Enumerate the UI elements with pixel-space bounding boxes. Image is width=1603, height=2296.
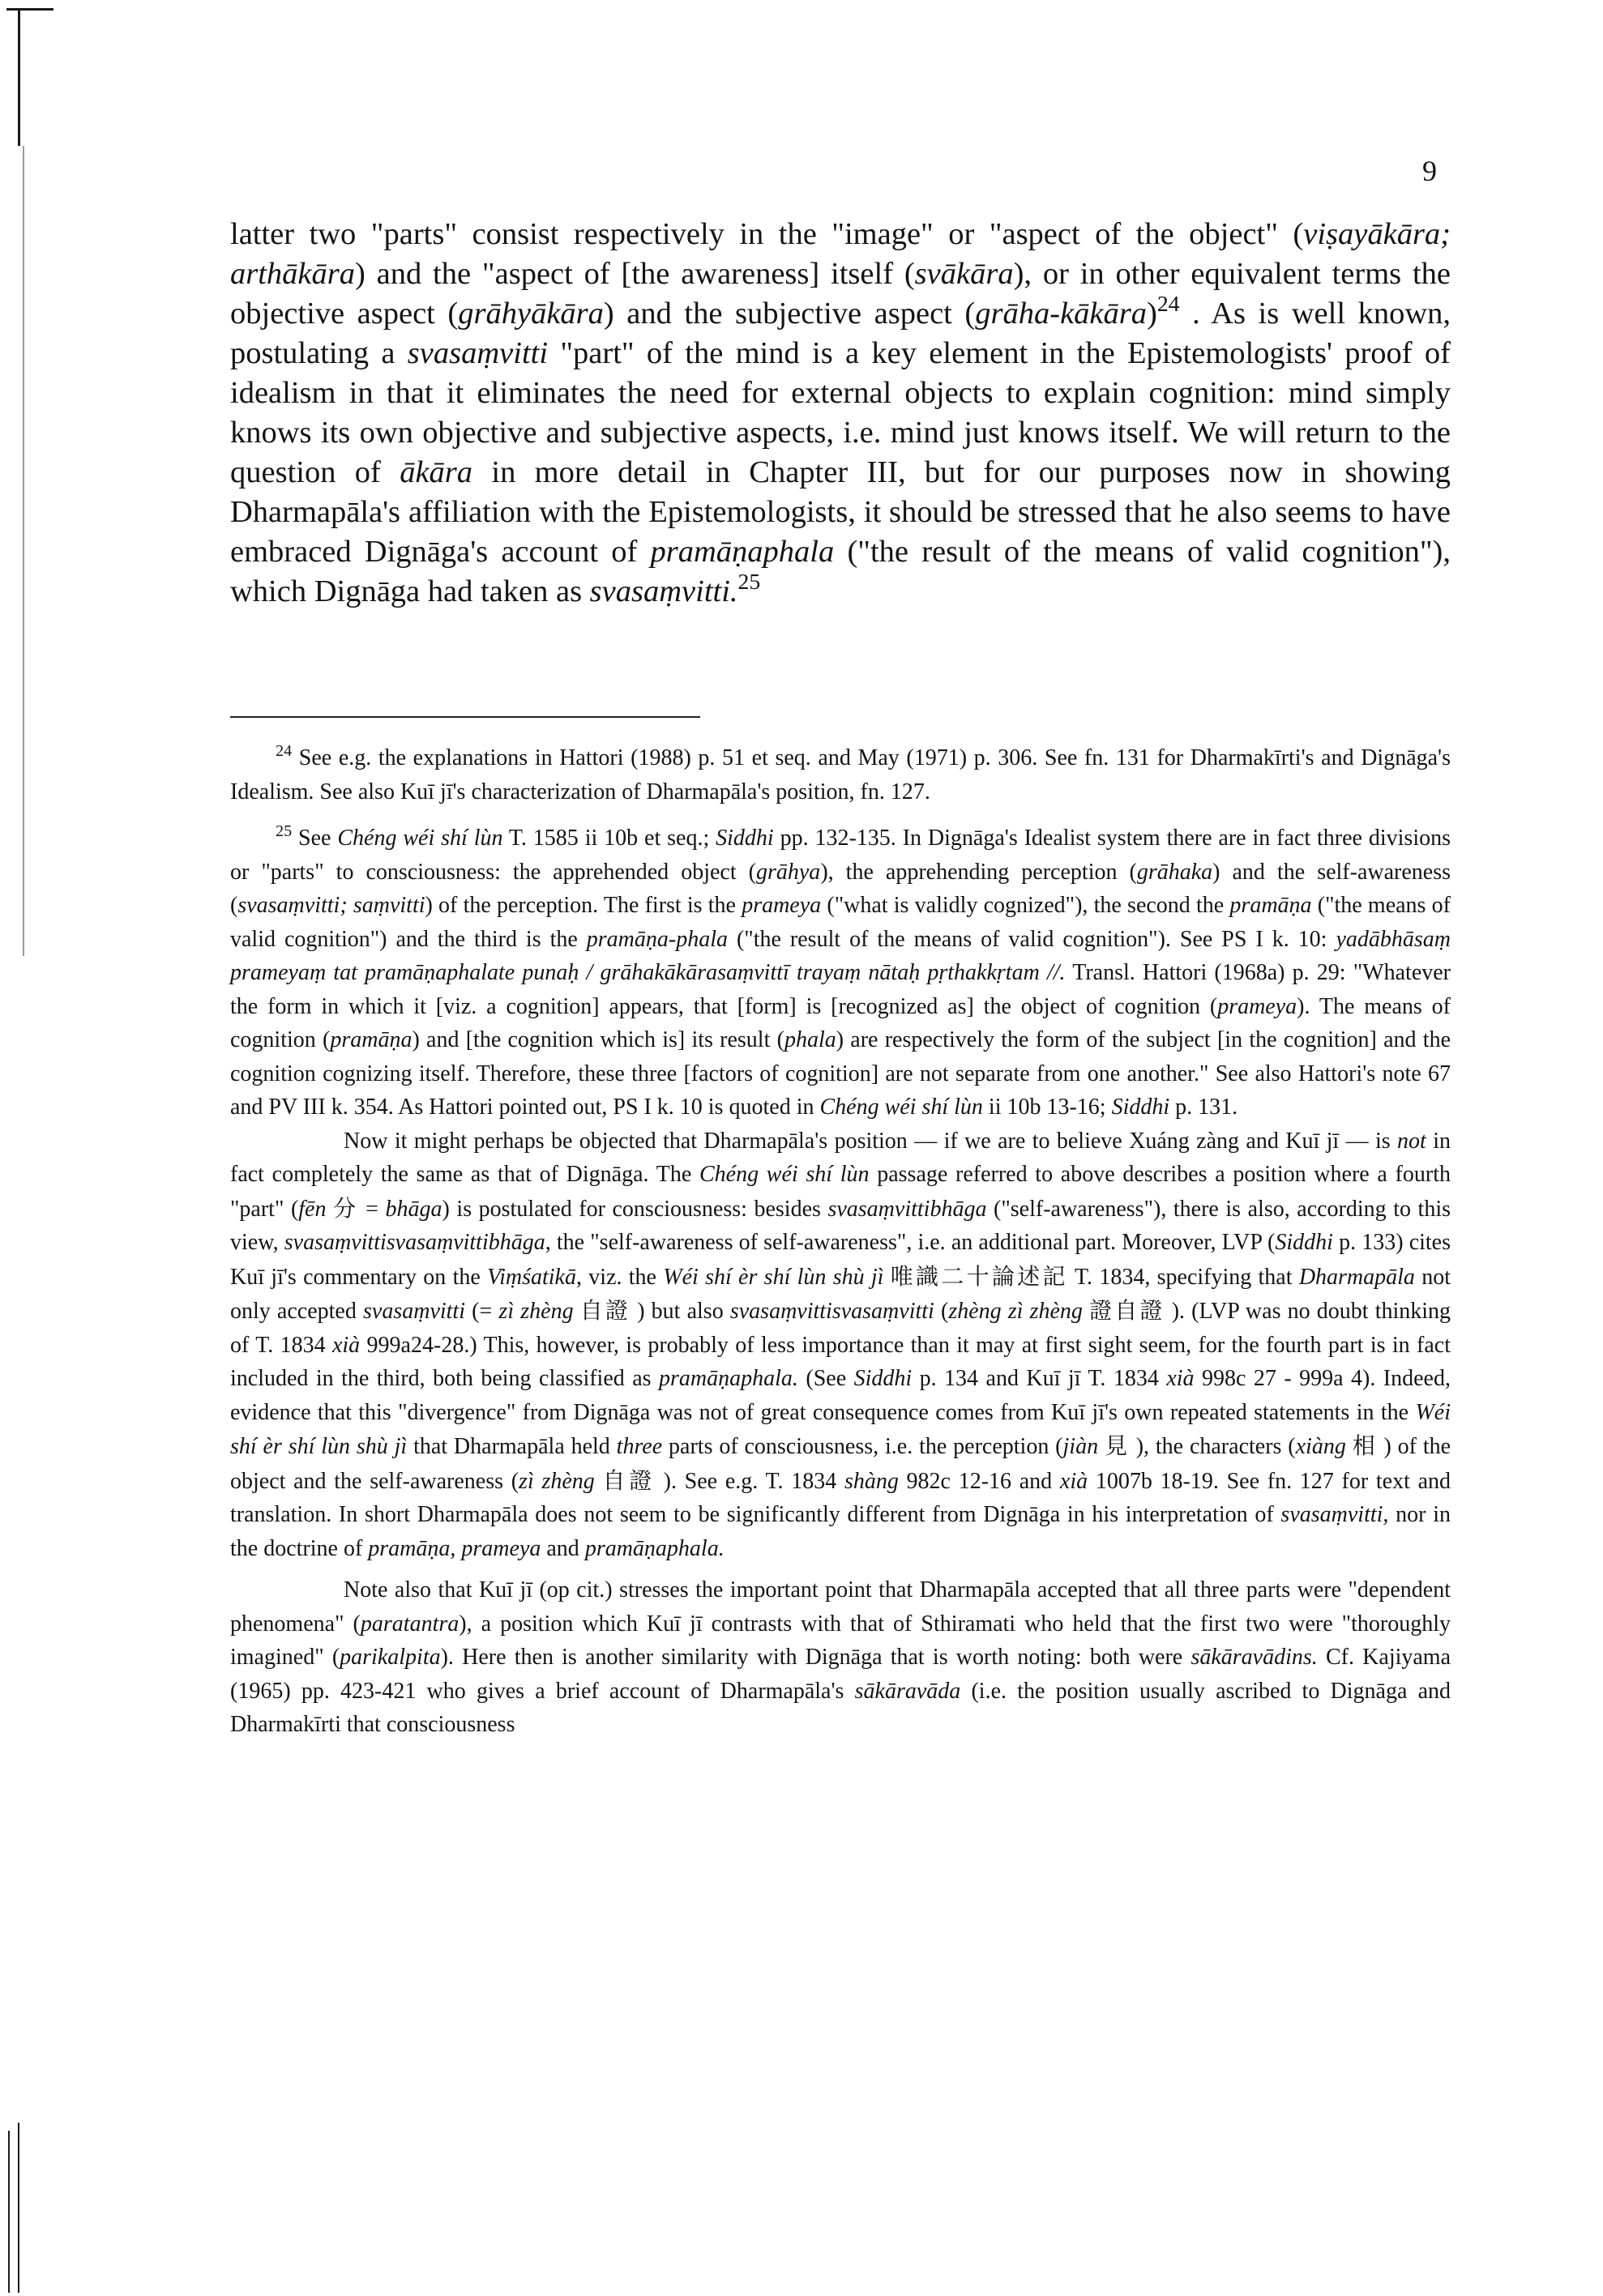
footnote-ref-25[interactable]: 25 bbox=[737, 568, 761, 594]
term: svākāra bbox=[914, 257, 1014, 291]
term: pramāṇa-phala bbox=[586, 926, 728, 952]
text-run: ). (LVP was no doubt thinking of T. 1834 bbox=[230, 1299, 1451, 1358]
term: svasaṃvittisvasaṃvittibhāga bbox=[284, 1230, 545, 1255]
page-number: 9 bbox=[1422, 155, 1437, 187]
term: svasaṃvitti, bbox=[1280, 1502, 1389, 1527]
text-run: ("the result of the means of valid cognition"), which Dignāga had taken as bbox=[230, 535, 1451, 608]
term: Siddhi bbox=[853, 1366, 913, 1391]
text-run: ), the apprehending perception ( bbox=[820, 859, 1137, 885]
term: prameya bbox=[1217, 993, 1297, 1019]
term: xià bbox=[1059, 1468, 1088, 1494]
term: zhèng zì zhèng bbox=[948, 1299, 1083, 1324]
text-run: See e.g. the explanations in Hattori (1988) p. 51 et seq. and May (1971) p. 306. See fn. 131 for Dharmakīrti's and Dignāga's Idealism. See also Kuī jī's characterization of Dharmapāla's position, fn. 127. bbox=[230, 745, 1451, 804]
text-run: ) are respectively the form of the subject [in the cognition] and the cognition cognizing itself. Therefore, these three [factors of cognition] are not separate from one another." See also Hattori's note 67 and PV III k. 354. As Hattori pointed out, PS I k. 10 is quoted in bbox=[230, 1027, 1451, 1120]
term: svasaṃvitti. bbox=[589, 574, 738, 608]
text-run: = bbox=[358, 1196, 386, 1222]
body-paragraph bbox=[230, 215, 1451, 612]
cjk-term: 唯識二十論述記 bbox=[890, 1262, 1068, 1290]
text-run: ( bbox=[934, 1299, 949, 1324]
footnote-25 bbox=[230, 822, 1451, 1125]
term: svasaṃvittibhāga bbox=[827, 1196, 987, 1222]
term: three bbox=[616, 1434, 663, 1459]
term: grāhya bbox=[755, 859, 821, 885]
footnote-ref-24[interactable]: 24 bbox=[1156, 290, 1180, 316]
term: Chéng wéi shí lùn bbox=[699, 1162, 870, 1187]
text-run: Cf. Kajiyama (1965) pp. 423-421 who gives a brief account of Dharmapāla's bbox=[230, 1645, 1451, 1704]
footnote-paragraph-2 bbox=[230, 1125, 1451, 1566]
text-run: ). Here then is another similarity with Dignāga that is worth noting: both were bbox=[440, 1645, 1191, 1670]
text-run: , the "self-awareness of self-awareness", i.e. an additional part. Moreover, LVP ( bbox=[545, 1230, 1276, 1255]
text-run: 1007b 18-19. See fn. 127 for text and translation. In short Dharmapāla does not seem to be significantly different from Dignāga in his interpretation of bbox=[230, 1468, 1451, 1527]
term: Dharmapāla bbox=[1298, 1264, 1415, 1290]
text-run: T. 1585 ii 10b et seq.; bbox=[502, 826, 716, 851]
text-run: that Dharmapāla held bbox=[407, 1434, 617, 1459]
text-run: (= bbox=[465, 1299, 499, 1324]
term: pramāṇa bbox=[330, 1027, 413, 1052]
text-run: 998c 27 - 999a 4). Indeed, evidence that this "divergence" from Dignāga was not of great consequence comes from Kuī jī's own repeated statements in the bbox=[230, 1366, 1451, 1425]
footnote-number: 25 bbox=[276, 822, 293, 840]
text-run: ). See e.g. T. 1834 bbox=[663, 1468, 844, 1494]
text-run: ), or in other equivalent terms the objective aspect ( bbox=[230, 257, 1451, 331]
term: svasaṃvitti; saṃvitti bbox=[237, 893, 425, 918]
term: zì zhèng bbox=[519, 1468, 595, 1494]
term: Viṃśatikā bbox=[487, 1264, 576, 1290]
text-run: ), a position which Kuī jī contrasts with that of Sthiramati who held that the first two were "thoroughly imagined" ( bbox=[230, 1611, 1451, 1670]
term: Siddhi bbox=[1275, 1230, 1333, 1255]
text-run: 999a24-28.) This, however, is probably of less importance than it may at first sight seem, for the fourth part is in fact included in the third, both being classified as bbox=[230, 1332, 1451, 1391]
text-run: ("what is validly cognized"), the second the bbox=[821, 893, 1230, 918]
text-run: p. 131. bbox=[1169, 1095, 1238, 1120]
term: Siddhi bbox=[1111, 1095, 1170, 1120]
text-run: ) and the self-awareness ( bbox=[230, 859, 1451, 918]
term: svasaṃvitti bbox=[363, 1299, 465, 1324]
text-run: ii 10b 13-16; bbox=[982, 1095, 1112, 1120]
cjk-term: 見 bbox=[1104, 1432, 1130, 1459]
text-run: nor in the doctrine of bbox=[230, 1502, 1451, 1561]
binding-mark-bottom-2 bbox=[18, 2123, 19, 2293]
text-run: pp. 132-135. In Dignāga's Idealist system there are in fact three divisions or "parts" to consciousness: the apprehended object ( bbox=[230, 826, 1451, 885]
term: bhāga bbox=[385, 1196, 442, 1222]
binding-mark-gutter bbox=[23, 146, 24, 956]
term: shàng bbox=[844, 1468, 899, 1494]
text-run: Now it might perhaps be objected that Dharmapāla's position — if we are to believe Xuáng zàng and Kuī jī — is bbox=[344, 1128, 1398, 1154]
footnote-number: 24 bbox=[276, 741, 293, 760]
term: pramāṇaphala bbox=[650, 535, 835, 569]
term: pramāṇaphala. bbox=[584, 1535, 725, 1561]
term: sākāravāda bbox=[854, 1678, 961, 1704]
term: Wéi shí èr shí lùn shù jì bbox=[663, 1264, 884, 1290]
term: svasaṃvitti bbox=[407, 336, 549, 370]
text-run: latter two "parts" consist respectively in the "image" or "aspect of the object" ( bbox=[230, 217, 1304, 251]
text-run: in more detail in Chapter III, but for our purposes now in showing Dharmapāla's affiliation with the Epistemologists, it should be stressed that he also seems to have embraced Dignāga's account of bbox=[230, 455, 1451, 569]
cjk-term: 證自證 bbox=[1089, 1297, 1165, 1324]
term: grāhyākāra bbox=[458, 297, 604, 331]
text-run: ) bbox=[1146, 297, 1157, 331]
binding-mark-bottom-1 bbox=[8, 2131, 10, 2293]
term: xiàng bbox=[1295, 1434, 1346, 1459]
term: Siddhi bbox=[716, 826, 774, 851]
text-run: ("self-awareness"), there is also, according to this view, bbox=[230, 1196, 1451, 1255]
text-run: ). The means of cognition ( bbox=[230, 993, 1451, 1052]
text-run: Note also that Kuī jī (op cit.) stresses the important point that Dharmapāla accepted that all three parts were "dependent phenomena" ( bbox=[230, 1577, 1451, 1637]
text-run: ) and the "aspect of [the awareness] itself ( bbox=[355, 257, 915, 291]
text-run: p. 133) cites Kuī jī's commentary on the bbox=[230, 1230, 1451, 1290]
term: viṣayākāra; arthākāra bbox=[230, 217, 1451, 291]
term: parikalpita bbox=[340, 1645, 441, 1670]
text-run: See bbox=[292, 826, 338, 851]
text-run: ("the means of valid cognition") and the third is the bbox=[230, 893, 1451, 952]
binding-mark-top bbox=[6, 8, 53, 11]
text-run: and bbox=[541, 1535, 585, 1561]
text-run: ) but also bbox=[637, 1299, 730, 1324]
sanskrit-quote: yadābhāsaṃ prameyaṃ tat pramāṇaphalate punaḥ / grāhakākārasaṃvittī trayaṃ nātaḥ pṛthakkṛtam //. bbox=[230, 926, 1451, 985]
footnote-rule bbox=[230, 716, 700, 718]
text-run: . As is well known, postulating a bbox=[230, 297, 1451, 370]
text-run: p. 134 and Kuī jī T. 1834 bbox=[912, 1366, 1167, 1391]
term: sākāravādins. bbox=[1190, 1645, 1318, 1670]
text-run: 982c 12-16 and bbox=[898, 1468, 1060, 1494]
text-run: parts of consciousness, i.e. the perception ( bbox=[662, 1434, 1063, 1459]
term: svasaṃvittisvasaṃvitti bbox=[729, 1299, 934, 1324]
text-run: (See bbox=[797, 1366, 854, 1391]
text-run: not only accepted bbox=[230, 1264, 1451, 1324]
footnote-24 bbox=[230, 741, 1451, 809]
term: not bbox=[1397, 1128, 1426, 1154]
text-run: passage referred to above describes a position where a fourth "part" ( bbox=[230, 1162, 1451, 1222]
text-run: in fact completely the same as that of Dignāga. The bbox=[230, 1128, 1451, 1187]
term: pramāṇa bbox=[1229, 893, 1312, 918]
term: ākāra bbox=[400, 455, 473, 489]
text-run: ) is postulated for consciousness: besides bbox=[442, 1196, 828, 1222]
cjk-term: 相 bbox=[1352, 1432, 1378, 1459]
text-run: ) of the object and the self-awareness ( bbox=[230, 1434, 1451, 1494]
text-run: "part" of the mind is a key element in the Epistemologists' proof of idealism in that it eliminates the need for external objects to explain cognition: mind simply knows its own objective and subjective aspects, i.e. mind just knows itself. We will return to the question of bbox=[230, 336, 1451, 489]
term: fēn bbox=[298, 1196, 327, 1222]
text-run: (i.e. the position usually ascribed to Dignāga and Dharmakīrti that consciousness bbox=[230, 1678, 1451, 1737]
text-run: T. 1834, specifying that bbox=[1067, 1264, 1299, 1290]
binding-mark-top-vertical bbox=[18, 8, 20, 146]
text-run: ) of the perception. The first is the bbox=[425, 893, 742, 918]
term: pramāṇaphala. bbox=[659, 1366, 798, 1391]
text-run: ) and [the cognition which is] its result ( bbox=[412, 1027, 784, 1052]
term: Wéi shí èr shí lùn shù jì bbox=[230, 1399, 1451, 1459]
text-run: ), the characters ( bbox=[1135, 1434, 1296, 1459]
cjk-term: 自證 bbox=[602, 1466, 656, 1494]
text-run: ("the result of the means of valid cognition"). See PS I k. 10: bbox=[728, 926, 1336, 952]
main-text bbox=[230, 215, 1451, 612]
term: jiàn bbox=[1062, 1434, 1099, 1459]
term: grāha-kākāra bbox=[975, 297, 1147, 331]
text-run: , viz. the bbox=[576, 1264, 664, 1290]
term: paratantra bbox=[360, 1611, 460, 1637]
term: xià bbox=[331, 1332, 361, 1358]
footnote-paragraph-3 bbox=[230, 1573, 1451, 1742]
term: zì zhèng bbox=[498, 1299, 574, 1324]
text-run: Transl. Hattori (1968a) p. 29: "Whatever the form in which it [viz. a cognition] appears, that [form] is [recognized as] the object of cognition ( bbox=[230, 960, 1451, 1019]
term: xià bbox=[1166, 1366, 1195, 1391]
term: phala bbox=[784, 1027, 836, 1052]
term: Chéng wéi shí lùn bbox=[337, 826, 503, 851]
term: Chéng wéi shí lùn bbox=[819, 1095, 983, 1120]
text-run: ) and the subjective aspect ( bbox=[603, 297, 976, 331]
term: grāhaka bbox=[1136, 859, 1213, 885]
cjk-term: 自證 bbox=[579, 1297, 631, 1324]
term: prameya bbox=[742, 893, 822, 918]
cjk-term: 分 bbox=[333, 1194, 359, 1222]
term: pramāṇa, prameya bbox=[368, 1535, 541, 1561]
footnotes bbox=[230, 741, 1451, 1742]
